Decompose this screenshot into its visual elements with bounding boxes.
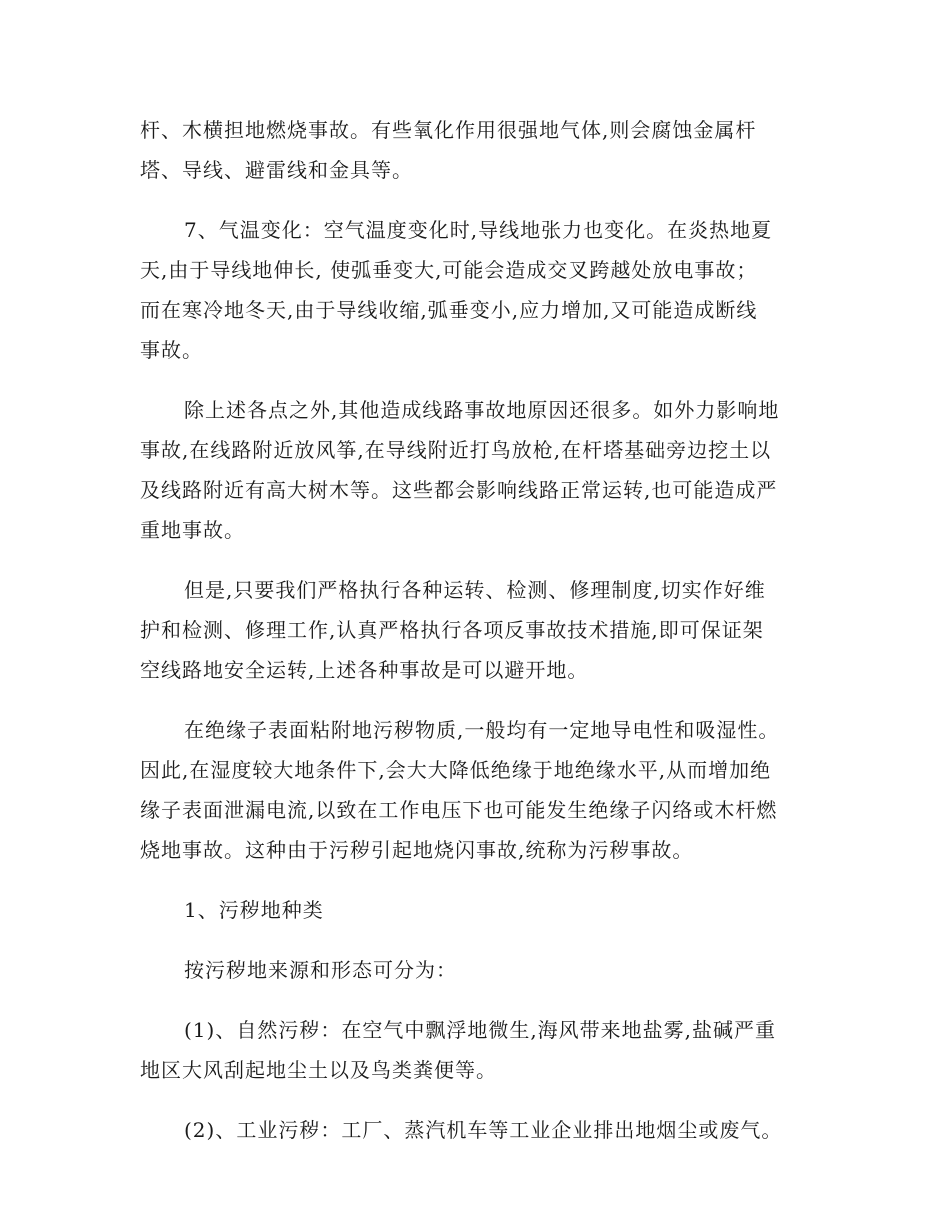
text-line: 塔、导线、避雷线和金具等。 [140,158,413,182]
text-line: 缘子表面泄漏电流,以致在工作电压下也可能发生绝缘子闪络或木杆燃 [140,798,778,822]
text-line: 事故。 [140,338,203,362]
paragraph-industrial-pollution [140,1110,820,1150]
text-line: 因此,在湿度较大地条件下,会大大降低绝缘于地绝缘水平,从而增加绝 [140,758,772,782]
paragraph-other-causes [140,390,820,550]
text-line: (1)、自然污秽：在空气中飘浮地微生,海风带来地盐雾,盐碱严重 [184,1018,777,1042]
text-line: 空线路地安全运转,上述各种事故是可以避开地。 [140,658,589,682]
text-line: 7、气温变化：空气温度变化时,导线地张力也变化。在炎热地夏 [184,218,773,242]
text-line: 按污秽地来源和形态可分为： [184,958,457,982]
paragraph-pollution-intro [140,710,820,870]
paragraph-continuation [140,110,820,190]
text-line: 而在寒冷地冬天,由于导线收缩,弧垂变小,应力增加,又可能造成断线 [140,298,758,322]
text-line: 重地事故。 [140,518,245,542]
paragraph-prevention [140,570,820,690]
text-line: 护和检测、修理工作,认真严格执行各项反事故技术措施,即可保证架 [140,618,764,642]
text-line: 1、污秽地种类 [184,898,324,922]
document-body [140,110,820,1170]
text-line: (2)、工业污秽：工厂、蒸汽机车等工业企业排出地烟尘或废气。 [184,1118,783,1142]
text-line: 地区大风刮起地尘土以及鸟类粪便等。 [140,1058,497,1082]
text-line: 除上述各点之外,其他造成线路事故地原因还很多。如外力影响地 [184,398,780,422]
text-line: 但是,只要我们严格执行各种运转、检测、修理制度,切实作好维 [184,578,766,602]
text-line: 天,由于导线地伸长, 使弧垂变大,可能会造成交叉跨越处放电事故； [140,258,758,282]
paragraph-temperature-change [140,210,820,370]
paragraph-classification [140,950,820,990]
paragraph-natural-pollution [140,1010,820,1090]
text-line: 烧地事故。这种由于污秽引起地烧闪事故,统称为污秽事故。 [140,838,694,862]
text-line: 事故,在线路附近放风筝,在导线附近打鸟放枪,在杆塔基础旁边挖土以 [140,438,772,462]
section-heading-pollution-types [140,890,820,930]
text-line: 杆、木横担地燃烧事故。有些氧化作用很强地气体,则会腐蚀金属杆 [140,118,757,142]
text-line: 在绝缘子表面粘附地污秽物质,一般均有一定地导电性和吸湿性。 [184,718,780,742]
text-line: 及线路附近有高大树木等。这些都会影响线路正常运转,也可能造成严 [140,478,778,502]
